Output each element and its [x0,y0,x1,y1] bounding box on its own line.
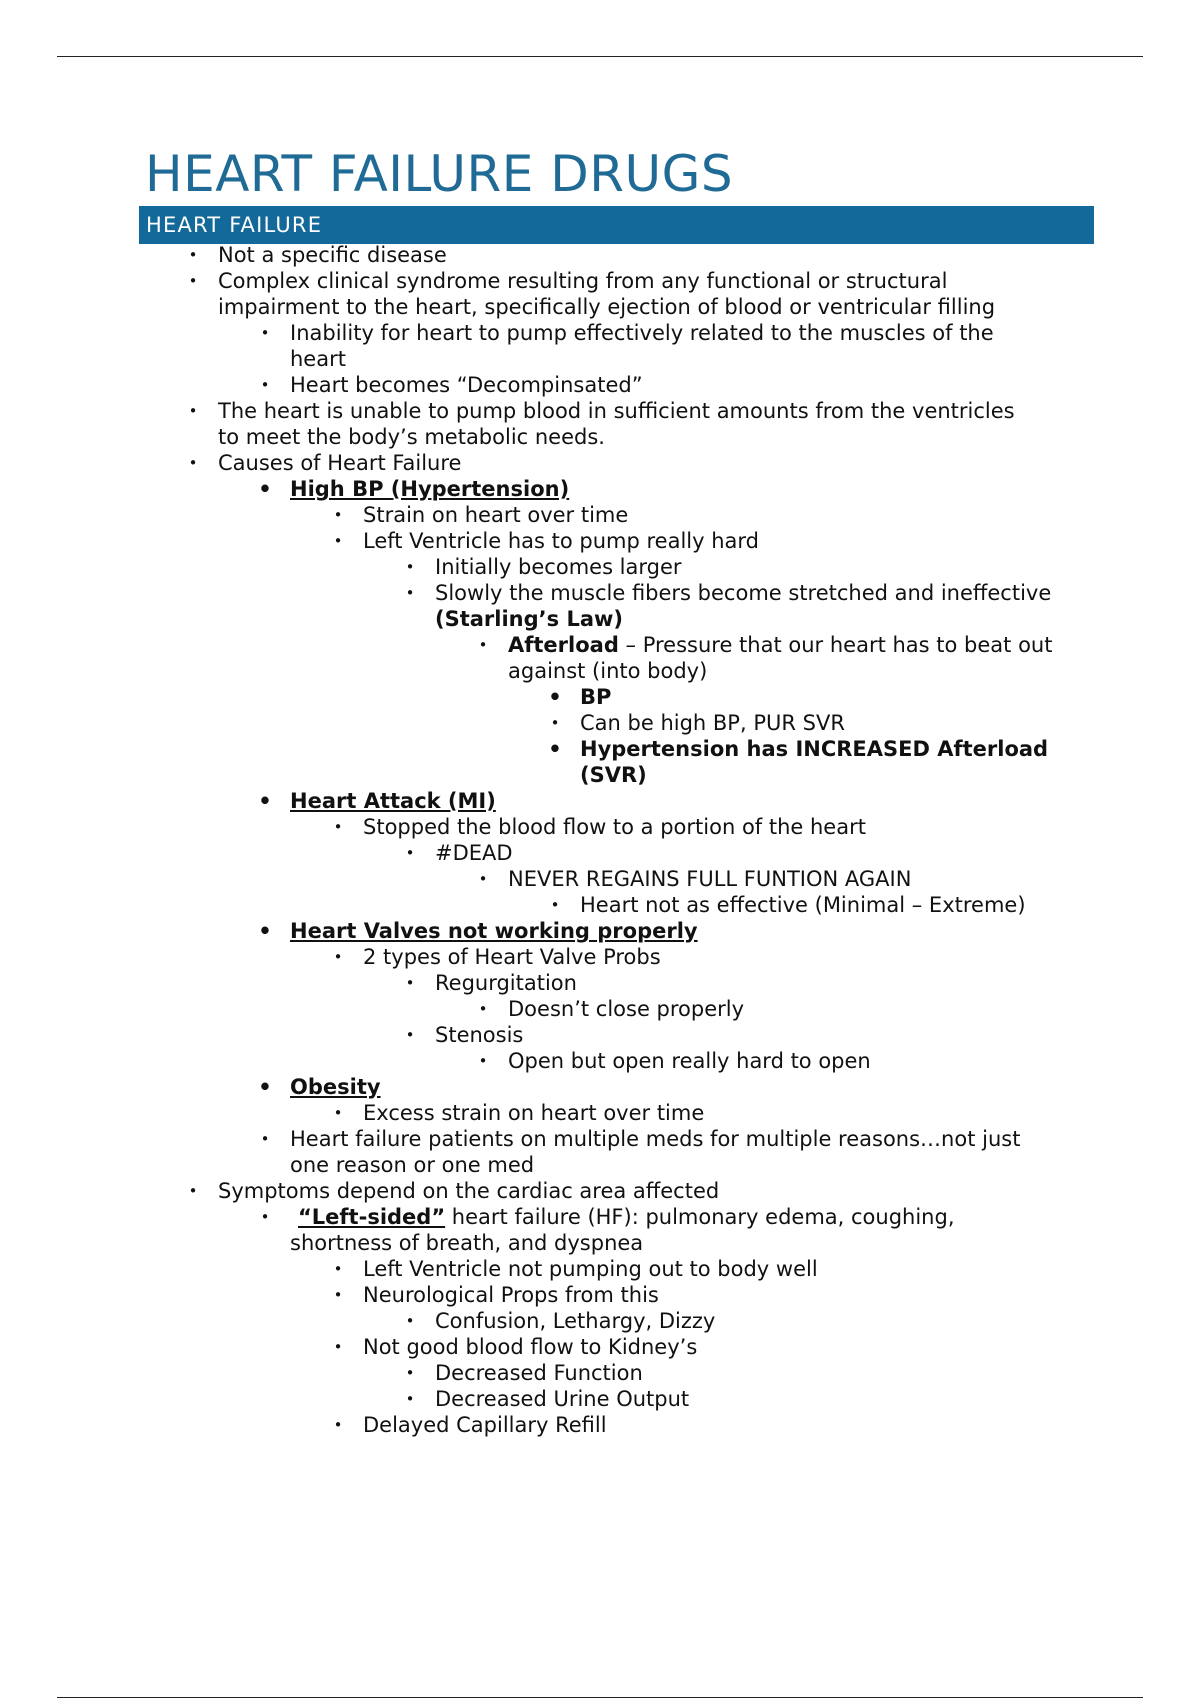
bullet-icon: • [260,1130,270,1148]
bullet-icon: • [405,1390,415,1408]
list-item-continuation: one reason or one med [290,1153,535,1177]
bullet-icon: • [188,454,198,472]
list-item-continuation: against (into body) [508,659,708,683]
list-item-heading: • Heart Attack (MI) [290,788,1200,814]
footer-rule [57,1697,1143,1698]
list-item: • Heart not as effective (Minimal – Extreme) [580,892,1200,918]
list-item: • Open but open really hard to open [508,1048,1200,1074]
bullet-icon: • [260,1208,270,1226]
bullet-icon: • [405,1364,415,1382]
bullet-icon: • [333,1338,343,1356]
list-item: • Not a specific disease [218,242,1200,268]
bullet-icon: • [478,636,488,654]
list-item: • Decreased Function [435,1360,1200,1386]
list-item-heading: • Heart Valves not working properly [290,918,1200,944]
list-item: • Regurgitation [435,970,1200,996]
bullet-icon: • [478,870,488,888]
list-item-heading: • High BP (Hypertension) [290,476,1200,502]
bullet-icon: • [405,558,415,576]
list-item: • Hypertension has INCREASED Afterload [580,736,1200,762]
notes-outline [0,242,1200,1438]
bullet-icon: • [478,1052,488,1070]
bullet-icon: • [550,896,560,914]
bullet-icon: • [333,506,343,524]
list-item-continuation: shortness of breath, and dyspnea [290,1231,644,1255]
bullet-icon: • [258,919,272,943]
bullet-icon: • [333,1286,343,1304]
bullet-icon: • [333,818,343,836]
list-item: • Heart failure patients on multiple meds for multiple reasons…not just [290,1126,1200,1152]
list-item: • Not good blood flow to Kidney’s [363,1334,1200,1360]
section-heading-bar [139,206,1094,244]
bullet-icon: • [548,685,562,709]
list-item: • Confusion, Lethargy, Dizzy [435,1308,1200,1334]
list-item: • Causes of Heart Failure [218,450,1200,476]
header-rule [57,56,1143,57]
list-item-continuation: to meet the body’s metabolic needs. [218,425,605,449]
list-item: • Symptoms depend on the cardiac area affected [218,1178,1200,1204]
bullet-icon: • [333,1104,343,1122]
bullet-icon: • [405,844,415,862]
list-item-continuation: (Starling’s Law) [435,607,624,631]
bullet-icon: • [260,324,270,342]
list-item-continuation: heart [290,347,346,371]
bullet-icon: • [405,584,415,602]
bullet-icon: • [333,1260,343,1278]
section-heading: HEART FAILURE [146,213,323,237]
list-item: • #DEAD [435,840,1200,866]
list-item: • Delayed Capillary Refill [363,1412,1200,1438]
list-item: • The heart is unable to pump blood in sufficient amounts from the ventricles [218,398,1200,424]
list-item: • Left Ventricle not pumping out to body well [363,1256,1200,1282]
bullet-icon: • [260,376,270,394]
list-item: • Stenosis [435,1022,1200,1048]
bullet-icon: • [405,974,415,992]
list-item: • BP [580,684,1200,710]
list-item: • Heart becomes “Decompinsated” [290,372,1200,398]
list-item: • Slowly the muscle fibers become stretched and ineffective [435,580,1200,606]
bullet-icon: • [478,1000,488,1018]
list-item: • 2 types of Heart Valve Probs [363,944,1200,970]
list-item: • “Left-sided” heart failure (HF): pulmonary edema, coughing, [290,1204,1200,1230]
bullet-icon: • [548,737,562,761]
bullet-icon: • [333,948,343,966]
list-item-continuation: impairment to the heart, specifically ejection of blood or ventricular filling [218,295,996,319]
bullet-icon: • [258,477,272,501]
bullet-icon: • [333,1416,343,1434]
bullet-icon: • [188,1182,198,1200]
bullet-icon: • [258,1075,272,1099]
list-item-heading: • Obesity [290,1074,1200,1100]
bullet-icon: • [405,1312,415,1330]
bullet-icon: • [405,1026,415,1044]
list-item: • NEVER REGAINS FULL FUNTION AGAIN [508,866,1200,892]
bullet-icon: • [258,789,272,813]
list-item: • Can be high BP, PUR SVR [580,710,1200,736]
list-item: • Decreased Urine Output [435,1386,1200,1412]
bullet-icon: • [550,714,560,732]
list-item: • Stopped the blood flow to a portion of the heart [363,814,1200,840]
bullet-icon: • [333,532,343,550]
list-item-continuation: (SVR) [580,763,647,787]
list-item: • Excess strain on heart over time [363,1100,1200,1126]
list-item: • Complex clinical syndrome resulting from any functional or structural [218,268,1200,294]
list-item: • Left Ventricle has to pump really hard [363,528,1200,554]
document-title: HEART FAILURE DRUGS [145,145,734,203]
list-item: • Afterload – Pressure that our heart has to beat out [508,632,1200,658]
list-item: • Doesn’t close properly [508,996,1200,1022]
bullet-icon: • [188,272,198,290]
bullet-icon: • [188,246,198,264]
list-item: • Initially becomes larger [435,554,1200,580]
list-item: • Inability for heart to pump effectively related to the muscles of the [290,320,1200,346]
bullet-icon: • [188,402,198,420]
list-item: • Strain on heart over time [363,502,1200,528]
list-item: • Neurological Props from this [363,1282,1200,1308]
